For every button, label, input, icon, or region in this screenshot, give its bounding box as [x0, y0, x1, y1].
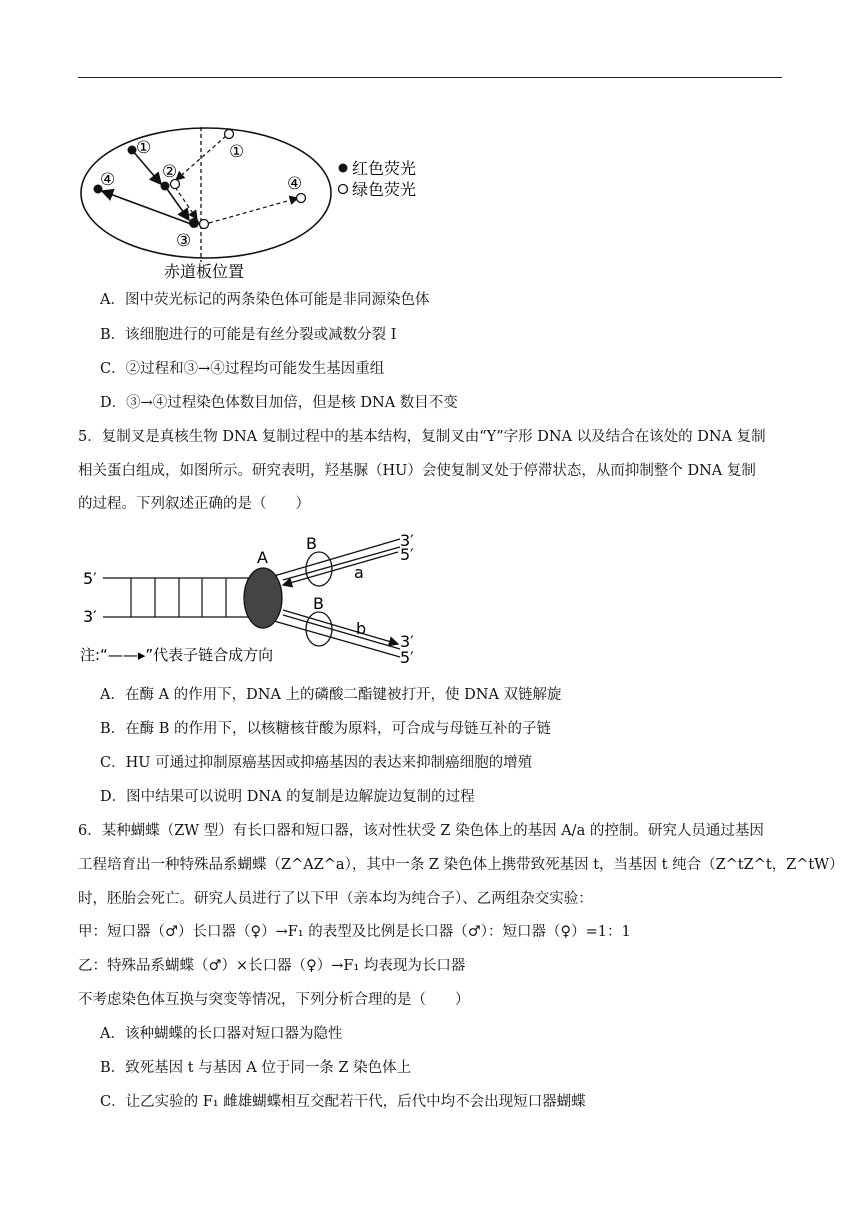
q5-stem-line-1: 5．复制叉是真核生物 DNA 复制过程中的基本结构，复制叉由“Y”字形 DNA 以及结合在该处的 DNA 复制 — [78, 429, 766, 445]
q4-option-d: D．③→④过程染色体数目加倍，但是核 DNA 数目不变 — [100, 395, 458, 411]
label-4-right: ④ — [287, 174, 303, 194]
q5-option-c: C．HU 可通过抑制原癌基因或抑癌基因的表达来抑制癌细胞的增殖 — [100, 755, 533, 771]
label-1-red: ① — [136, 138, 152, 158]
figure-note: 注:“——▸”代表子链合成方向 — [80, 646, 274, 664]
q5-stem-line-2: 相关蛋白组成，如图所示。研究表明，羟基脲（HU）会使复制叉处于停滞状态，从而抑制整个 DNA 复制 — [78, 463, 756, 479]
label-upper-3prime: 3′ — [400, 531, 414, 550]
enzyme-b-upper — [306, 552, 332, 586]
label-enzyme-a: A — [257, 548, 268, 567]
q5-stem-line-3: 的过程。下列叙述正确的是（ ） — [78, 496, 310, 512]
legend-green-label: 绿色荧光 — [352, 180, 417, 199]
label-enzyme-b-upper: B — [306, 534, 317, 553]
red-dot — [189, 218, 199, 228]
label-upper-5prime: 5′ — [400, 545, 414, 564]
label-left-5prime: 5′ — [83, 569, 97, 588]
red-dot — [161, 182, 170, 191]
legend-green-dot — [339, 185, 348, 194]
q6-option-c: C．让乙实验的 F₁ 雌雄蝴蝶相互交配若干代，后代中均不会出现短口器蝴蝶 — [100, 1094, 586, 1110]
label-1-green: ① — [229, 142, 245, 162]
green-dot — [297, 194, 306, 203]
q5-option-d: D．图中结果可以说明 DNA 的复制是边解旋边复制的过程 — [100, 789, 475, 805]
q5-option-b: B．在酶 B 的作用下，以核糖核苷酸为原料，可合成与母链互补的子链 — [100, 721, 552, 737]
q4-option-c: C．②过程和③→④过程均可能发生基因重组 — [100, 361, 385, 377]
green-dot — [225, 130, 234, 139]
q6-cross-b: 乙：特殊品系蝴蝶（♂）×长口器（♀）→F₁ 均表现为长口器 — [78, 958, 466, 974]
green-dot — [200, 220, 209, 229]
legend-red-dot — [339, 164, 348, 173]
label-lower-5prime: 5′ — [400, 648, 414, 667]
q6-stem-question: 不考虑染色体互换与突变等情况，下列分析合理的是（ ） — [78, 992, 470, 1008]
label-enzyme-b-lower: B — [313, 594, 324, 613]
q6-stem-line-3: 时，胚胎会死亡。研究人员进行了以下甲（亲本均为纯合子）、乙两组杂交实验： — [78, 891, 593, 907]
label-2: ② — [162, 162, 178, 182]
q6-option-a: A．该种蝴蝶的长口器对短口器为隐性 — [100, 1026, 343, 1042]
label-4-left: ④ — [100, 170, 116, 190]
q6-cross-a: 甲：短口器（♂）长口器（♀）→F₁ 的表型及比例是长口器（♂）：短口器（♀）=1：1 — [78, 924, 631, 940]
q4-option-b: B．该细胞进行的可能是有丝分裂或减数分裂 I — [100, 327, 397, 343]
q5-option-a: A．在酶 A 的作用下，DNA 上的磷酸二酯键被打开，使 DNA 双链解旋 — [100, 687, 562, 703]
q6-stem-line-2: 工程培育出一种特殊品系蝴蝶（Z^AZ^a），其中一条 Z 染色体上携带致死基因 t，当基因 t 纯合（Z^tZ^t，Z^tW） — [78, 857, 844, 873]
q6-option-b: B．致死基因 t 与基因 A 位于同一条 Z 染色体上 — [100, 1060, 412, 1076]
q4-option-a: A．图中荧光标记的两条染色体可能是非同源染色体 — [100, 292, 430, 308]
enzyme-b-lower — [306, 612, 332, 646]
label-3: ③ — [176, 231, 192, 251]
equatorial-plate-caption: 赤道板位置 — [164, 262, 245, 281]
legend-red-label: 红色荧光 — [352, 159, 417, 178]
label-left-3prime: 3′ — [83, 607, 97, 626]
q6-stem-line-1: 6．某种蝴蝶（ZW 型）有长口器和短口器，该对性状受 Z 染色体上的基因 A/a 的控制。研究人员通过基因 — [78, 823, 764, 839]
label-strand-a: a — [354, 563, 364, 582]
enzyme-a-helicase — [244, 568, 282, 628]
replication-fork-figure — [78, 530, 428, 670]
cell-division-figure — [78, 122, 438, 282]
label-strand-b: b — [356, 619, 367, 638]
header-rule — [78, 77, 782, 78]
label-lower-3prime: 3′ — [400, 632, 414, 651]
